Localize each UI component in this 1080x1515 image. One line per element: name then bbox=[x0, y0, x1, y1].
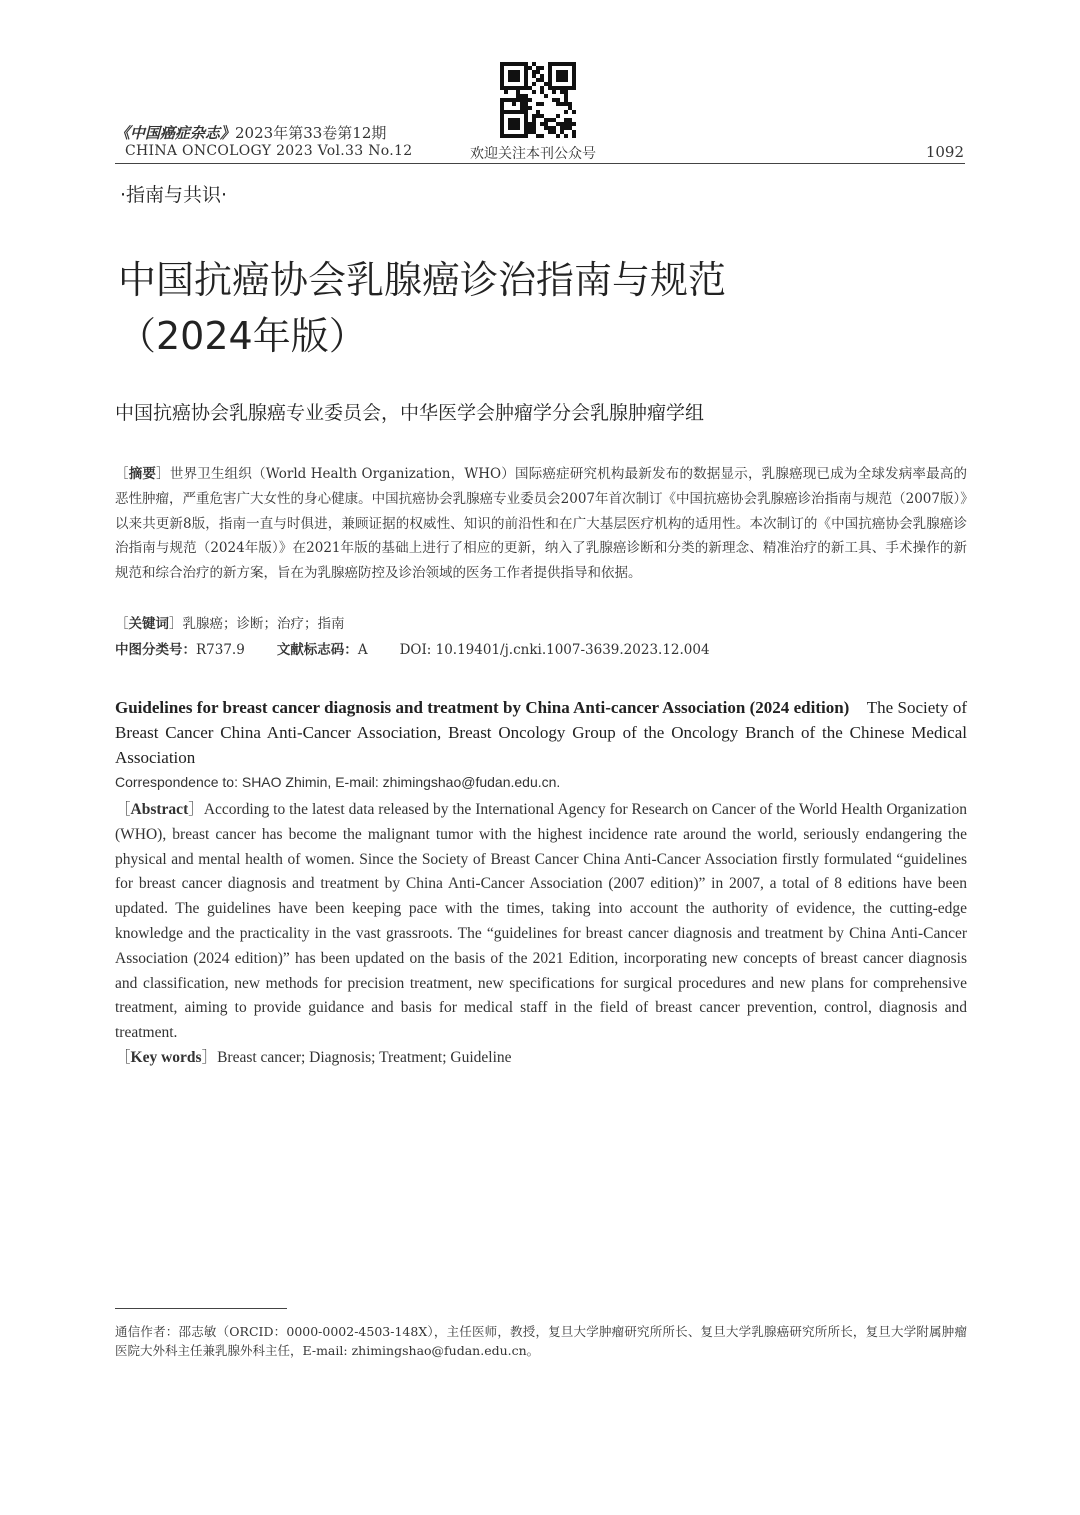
keywords-en-label: Key words bbox=[130, 1049, 202, 1066]
bracket-close: ］ bbox=[201, 1048, 218, 1066]
keywords-cn-text: 乳腺癌；诊断；治疗；指南 bbox=[182, 616, 345, 632]
abstract-en-label: Abstract bbox=[130, 801, 189, 818]
journal-header-cn bbox=[115, 122, 386, 143]
english-authors: The Society of Breast Cancer China Anti-Cancer Association, Breast Oncology Group of the Oncology Branch of the Chinese Medical Association bbox=[115, 698, 967, 767]
abstract-cn bbox=[115, 462, 967, 586]
clc-value: R737.9 bbox=[196, 642, 245, 658]
abstract-cn-label: 摘要 bbox=[128, 466, 157, 482]
bracket-open: ［ bbox=[115, 800, 131, 818]
bracket-open: ［ bbox=[115, 1048, 131, 1066]
keywords-cn bbox=[115, 612, 345, 632]
journal-issue-cn: 2023年第33卷第12期 bbox=[235, 124, 387, 142]
clc-label: 中图分类号： bbox=[115, 642, 196, 658]
title-line-1: 中国抗癌协会乳腺癌诊治指南与规范 bbox=[118, 258, 727, 302]
doc-code-value: A bbox=[357, 642, 368, 658]
article-title bbox=[118, 252, 978, 364]
doc-code-label: 文献标志码： bbox=[276, 642, 358, 658]
page-number: 1092 bbox=[925, 143, 964, 161]
footnote-rule bbox=[115, 1308, 287, 1309]
section-tag: ·指南与共识· bbox=[120, 184, 228, 206]
classification-line bbox=[115, 638, 710, 658]
bracket-close: ］ bbox=[169, 616, 183, 632]
doi: DOI: 10.19401/j.cnki.1007-3639.2023.12.004 bbox=[399, 642, 710, 658]
journal-header-en: CHINA ONCOLOGY 2023 Vol.33 No.12 bbox=[125, 143, 413, 159]
english-title: Guidelines for breast cancer diagnosis and treatment by China Anti-cancer Association (2024 edition) bbox=[115, 698, 850, 717]
authors-cn: 中国抗癌协会乳腺癌专业委员会，中华医学会肿瘤学分会乳腺肿瘤学组 bbox=[115, 402, 705, 424]
keywords-en-text: Breast cancer; Diagnosis; Treatment; Guideline bbox=[217, 1049, 512, 1066]
english-title-block bbox=[115, 695, 967, 770]
bracket-open: ［ bbox=[115, 616, 129, 632]
bracket-close: ］ bbox=[188, 800, 204, 818]
abstract-en-text: According to the latest data released by the International Agency for Research on Cancer of the World Health Organization (WHO), breast cancer has become the malignant tumor with the highest incidence rate around the world, seriously endangering the physical and mental health of women. Since the Society of Breast Cancer China Anti-Cancer Association firstly formulated “guidelines for breast cancer diagnosis and treatment by China Anti-Cancer Association (2007 edition)” in 2007, a total of 8 editions have been updated. The guidelines have been keeping pace with the times, taking into account the authority of evidence, the cutting-edge knowledge and the practicality in the vast grassroots. The “guidelines for breast cancer diagnosis and treatment by China Anti-Cancer Association (2024 edition)” has been updated on the basis of the 2021 Edition, incorporating new concepts of breast cancer diagnosis and classification, new methods for precision treatment, new specifications for surgical procedures and new plans for comprehensive treatment, aiming to provide guidance and basis for medical staff in the field of breast cancer prevention, control, diagnosis and treatment. bbox=[115, 801, 967, 1042]
qr-caption: 欢迎关注本刊公众号 bbox=[470, 146, 596, 162]
header-rule bbox=[115, 163, 965, 164]
title-line-2: （2024年版） bbox=[118, 314, 367, 358]
footnote-correspondence: 通信作者：邵志敏（ORCID：0000-0002-4503-148X），主任医师，教授，复旦大学肿瘤研究所所长、复旦大学乳腺癌研究所所长，复旦大学附属肿瘤医院大外科主任兼乳腺外科主任，E-mail: zhimingshao@fudan.edu.cn。 bbox=[115, 1324, 967, 1358]
abstract-cn-text: 世界卫生组织（World Health Organization，WHO）国际癌症研究机构最新发布的数据显示，乳腺癌现已成为全球发病率最高的恶性肿瘤，严重危害广大女性的身心健康。中国抗癌协会乳腺癌专业委员会2007年首次制订《中国抗癌协会乳腺癌诊治指南与规范（2007版）》以来共更新8版，指南一直与时俱进，兼顾证据的权威性、知识的前沿性和在广大基层医疗机构的适用性。本次制订的《中国抗癌协会乳腺癌诊治指南与规范（2024年版）》在2021年版的基础上进行了相应的更新，纳入了乳腺癌诊断和分类的新理念、精准治疗的新工具、手术操作的新规范和综合治疗的新方案，旨在为乳腺癌防控及诊治领域的医务工作者提供指导和依据。 bbox=[115, 466, 968, 582]
bracket-open: ［ bbox=[115, 466, 129, 482]
correspondence-en: Correspondence to: SHAO Zhimin, E-mail: zhimingshao@fudan.edu.cn. bbox=[115, 774, 561, 790]
qr-code bbox=[500, 62, 576, 138]
abstract-en bbox=[115, 797, 967, 1046]
journal-name-cn: 《中国癌症杂志》 bbox=[115, 124, 236, 142]
bracket-close: ］ bbox=[156, 466, 170, 482]
keywords-cn-label: 关键词 bbox=[128, 616, 169, 632]
keywords-en bbox=[115, 1045, 512, 1067]
